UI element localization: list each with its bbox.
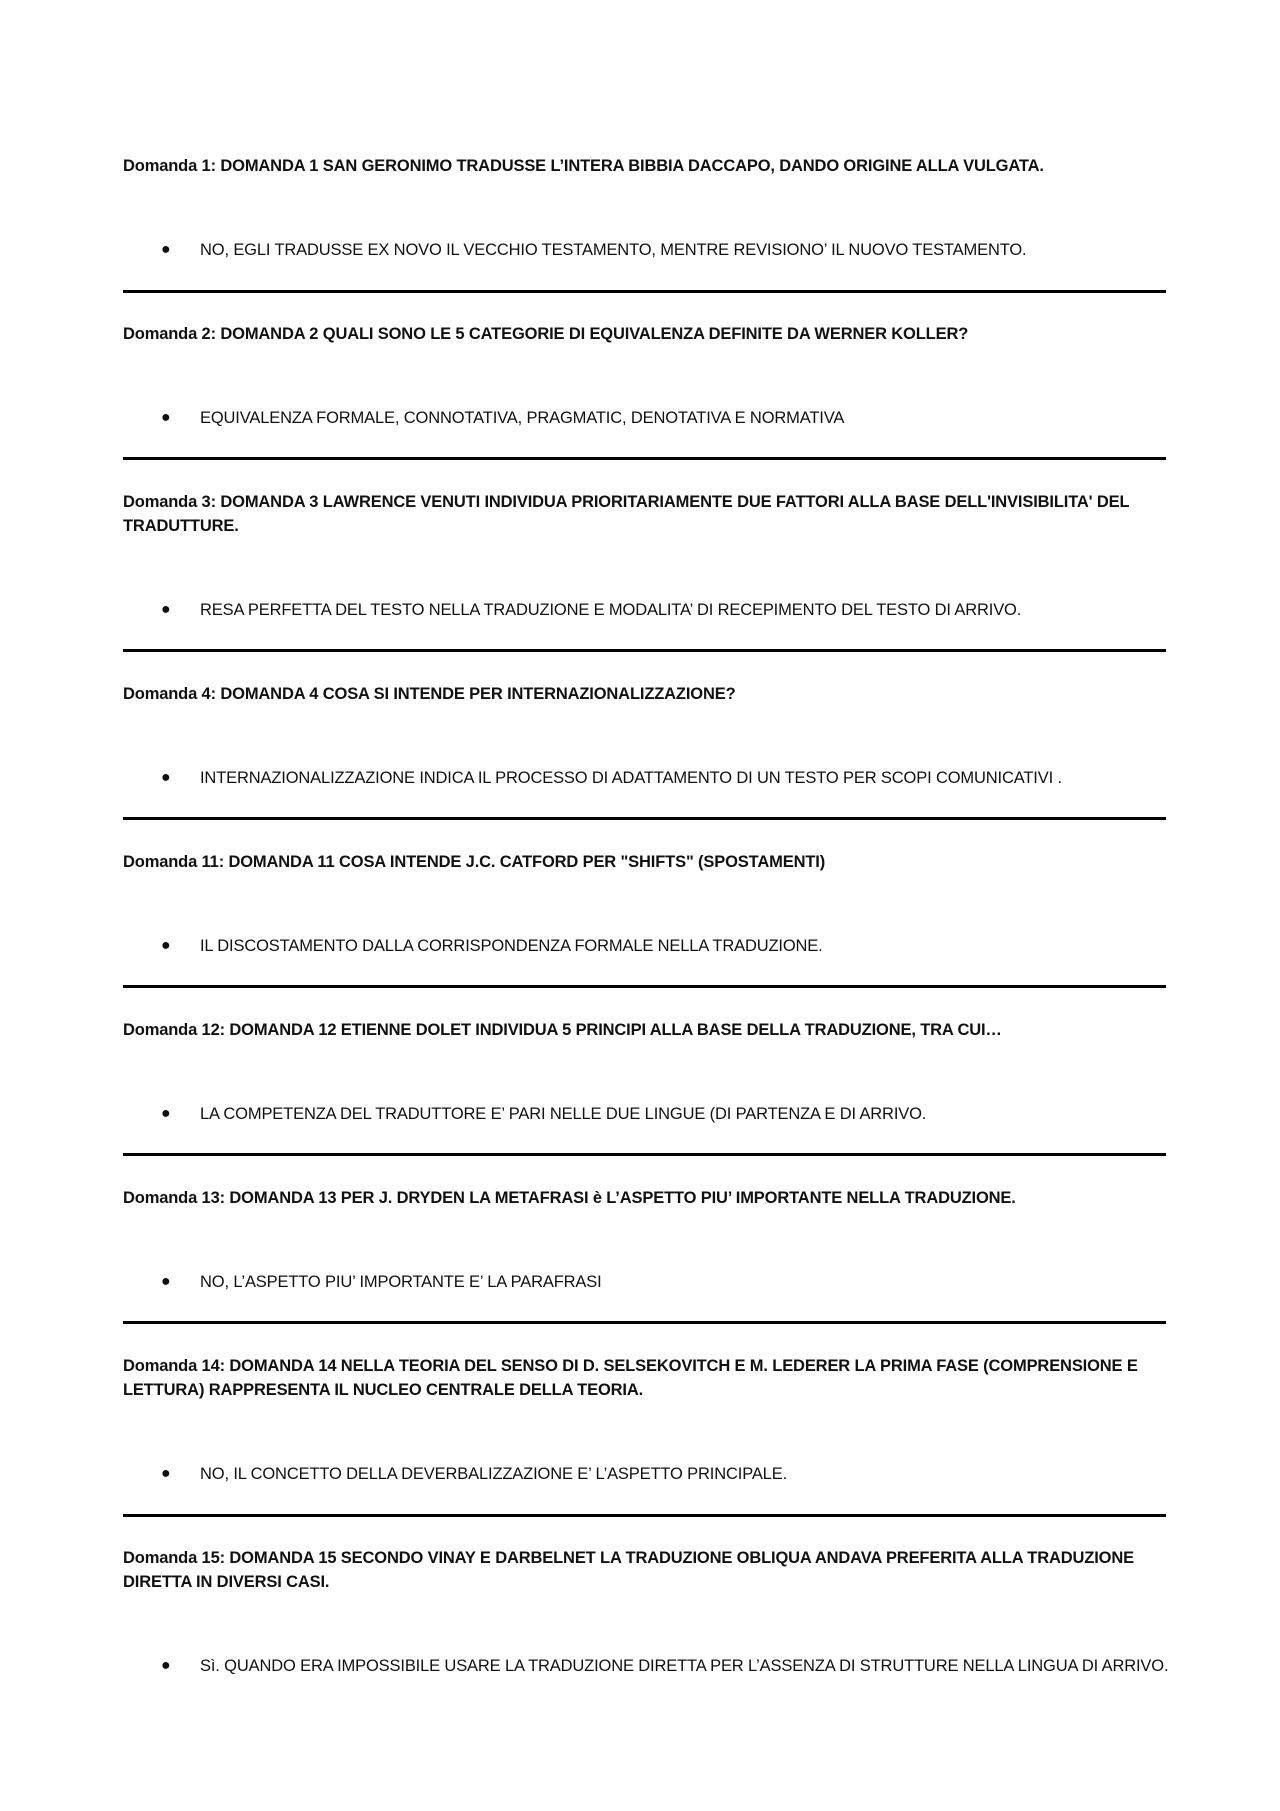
question-1: Domanda 1: DOMANDA 1 SAN GERONIMO TRADUSSE L’INTERA BIBBIA DACCAPO, DANDO ORIGINE ALLA VULGATA. — [123, 157, 1044, 175]
answer-12-text: LA COMPETENZA DEL TRADUTTORE E’ PARI NELLE DUE LINGUE (DI PARTENZA E DI ARRIVO. — [200, 1105, 927, 1123]
divider-3 — [123, 649, 1166, 652]
divider-11 — [123, 985, 1166, 988]
divider-2 — [123, 457, 1166, 460]
question-2: Domanda 2: DOMANDA 2 QUALI SONO LE 5 CATEGORIE DI EQUIVALENZA DEFINITE DA WERNER KOLLER? — [123, 325, 969, 343]
answer-3-text: RESA PERFETTA DEL TESTO NELLA TRADUZIONE E MODALITA’ DI RECEPIMENTO DEL TESTO DI ARRIVO. — [200, 601, 1022, 619]
qa-item-14 — [123, 1354, 1166, 1483]
answer-4-text: INTERNAZIONALIZZAZIONE INDICA IL PROCESSO DI ADATTAMENTO DI UN TESTO PER SCOPI COMUNICATIVI . — [200, 769, 1062, 787]
divider-14 — [123, 1514, 1166, 1517]
question-4: Domanda 4: DOMANDA 4 COSA SI INTENDE PER INTERNAZIONALIZZAZIONE? — [123, 685, 736, 703]
question-13: Domanda 13: DOMANDA 13 PER J. DRYDEN LA METAFRASI è L’ASPETTO PIU’ IMPORTANTE NELLA TRADUZIONE. — [123, 1189, 1016, 1207]
divider-1 — [123, 290, 1166, 293]
divider-12 — [123, 1153, 1166, 1156]
qa-item-12 — [123, 1018, 1166, 1123]
question-15: Domanda 15: DOMANDA 15 SECONDO VINAY E DARBELNET LA TRADUZIONE OBLIQUA ANDAVA PREFERITA ALLA TRADUZIONE DIRETTA IN DIVERSI CASI. — [123, 1549, 1134, 1591]
qa-item-3 — [123, 490, 1166, 619]
bullet-icon: ● — [161, 241, 171, 258]
question-12: Domanda 12: DOMANDA 12 ETIENNE DOLET INDIVIDUA 5 PRINCIPI ALLA BASE DELLA TRADUZIONE, TRA CUI… — [123, 1021, 1002, 1039]
bullet-icon: ● — [161, 937, 171, 954]
answer-1-text: NO, EGLI TRADUSSE EX NOVO IL VECCHIO TESTAMENTO, MENTRE REVISIONO’ IL NUOVO TESTAMENTO. — [200, 241, 1027, 259]
bullet-icon: ● — [161, 1105, 171, 1122]
qa-item-13 — [123, 1186, 1166, 1291]
bullet-icon: ● — [161, 1465, 171, 1482]
answer-14-text: NO, IL CONCETTO DELLA DEVERBALIZZAZIONE E’ L’ASPETTO PRINCIPALE. — [200, 1465, 788, 1483]
bullet-icon: ● — [161, 409, 171, 426]
bullet-icon: ● — [161, 601, 171, 618]
qa-item-1 — [123, 154, 1166, 259]
qa-item-11 — [123, 850, 1166, 955]
answer-11-text: IL DISCOSTAMENTO DALLA CORRISPONDENZA FORMALE NELLA TRADUZIONE. — [200, 937, 823, 955]
question-11: Domanda 11: DOMANDA 11 COSA INTENDE J.C. CATFORD PER "SHIFTS" (SPOSTAMENTI) — [123, 853, 826, 871]
answer-2-text: EQUIVALENZA FORMALE, CONNOTATIVA, PRAGMATIC, DENOTATIVA E NORMATIVA — [200, 409, 845, 427]
bullet-icon: ● — [161, 1273, 171, 1290]
bullet-icon: ● — [161, 769, 171, 786]
answer-13-text: NO, L’ASPETTO PIU’ IMPORTANTE E’ LA PARAFRASI — [200, 1273, 602, 1291]
question-14: Domanda 14: DOMANDA 14 NELLA TEORIA DEL SENSO DI D. SELSEKOVITCH E M. LEDERER LA PRIMA FASE (COMPRENSIONE E LETTURA) RAPPRESENTA IL NUCLEO CENTRALE DELLA TEORIA. — [123, 1357, 1138, 1399]
qa-item-15 — [123, 1546, 1169, 1675]
divider-13 — [123, 1321, 1166, 1324]
question-3: Domanda 3: DOMANDA 3 LAWRENCE VENUTI INDIVIDUA PRIORITARIAMENTE DUE FATTORI ALLA BASE DELL'INVISIBILITA' DEL TRADUTTURE. — [123, 493, 1130, 535]
divider-4 — [123, 817, 1166, 820]
bullet-icon: ● — [161, 1657, 171, 1674]
qa-item-4 — [123, 682, 1166, 787]
answer-15-text: Sì. QUANDO ERA IMPOSSIBILE USARE LA TRADUZIONE DIRETTA PER L’ASSENZA DI STRUTTURE NELLA LINGUA DI ARRIVO. — [200, 1657, 1169, 1675]
qa-item-2 — [123, 322, 1166, 427]
